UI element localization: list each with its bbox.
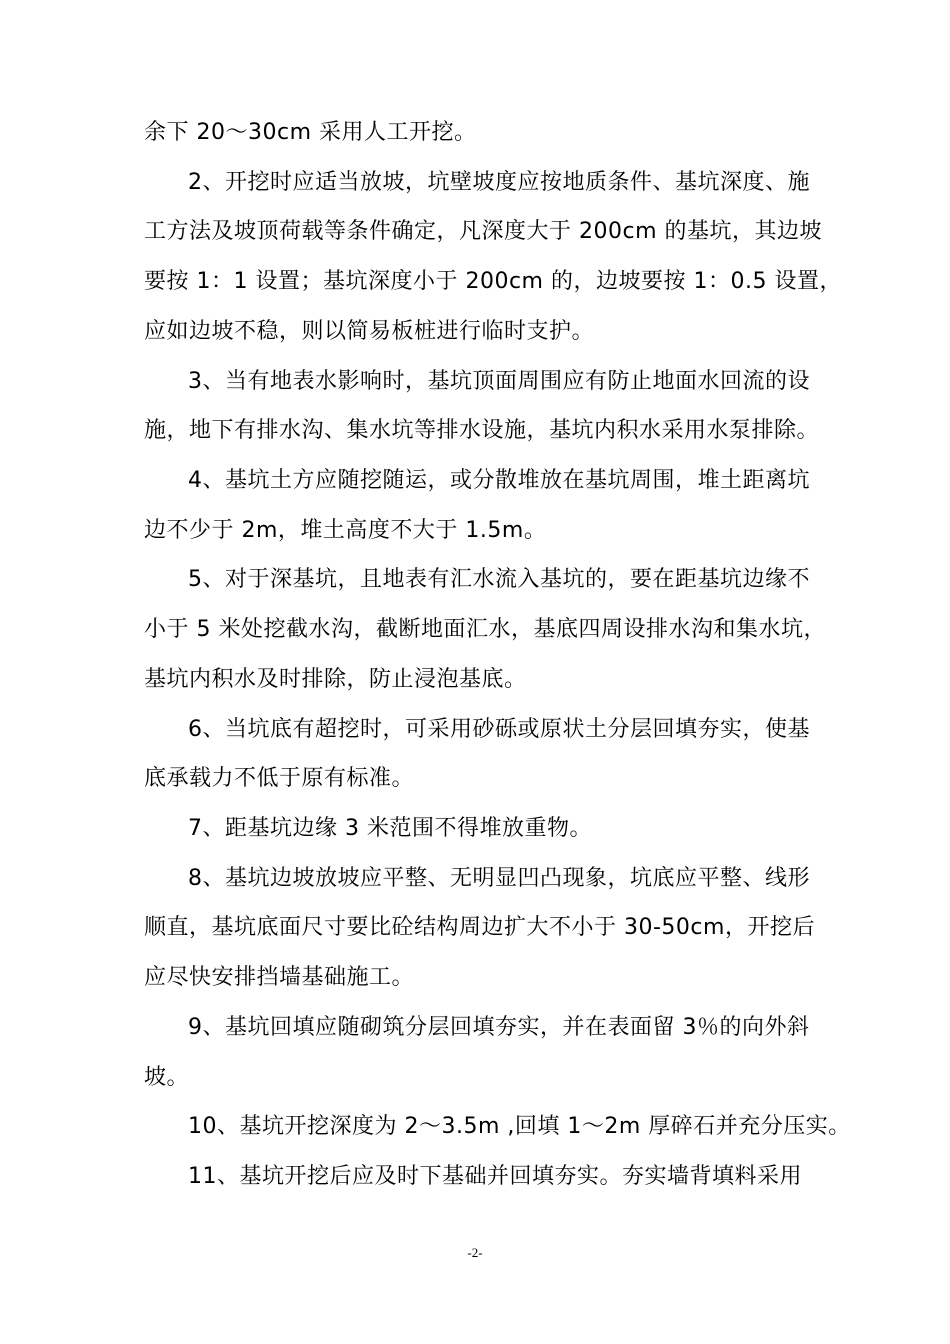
text-line: 2、开挖时应适当放坡，坑壁坡度应按地质条件、基坑深度、施 xyxy=(188,170,810,195)
text-line: 4、基坑土方应随挖随运，或分散堆放在基坑周围，堆土距离坑 xyxy=(188,468,810,493)
text-line: 11、基坑开挖后应及时下基础并回填夯实。夯实墙背填料采用 xyxy=(188,1164,802,1189)
text-line: 3、当有地表水影响时，基坑顶面周围应有防止地面水回流的设 xyxy=(188,369,810,394)
text-line: 应尽快安排挡墙基础施工。 xyxy=(144,965,415,990)
page-number: -2- xyxy=(467,1245,483,1260)
text-line: 7、距基坑边缘 3 米范围不得堆放重物。 xyxy=(188,816,592,841)
text-line: 应如边坡不稳，则以简易板桩进行临时支护。 xyxy=(144,319,595,344)
text-line: 5、对于深基坑，且地表有汇水流入基坑的，要在距基坑边缘不 xyxy=(188,567,810,592)
text-line: 9、基坑回填应随砌筑分层回填夯实，并在表面留 3％的向外斜 xyxy=(188,1015,810,1040)
text-line: 余下 20～30cm 采用人工开挖。 xyxy=(144,120,477,145)
text-line: 施，地下有排水沟、集水坑等排水设施，基坑内积水采用水泵排除。 xyxy=(144,418,820,443)
text-line: 顺直，基坑底面尺寸要比砼结构周边扩大不小于 30-50cm，开挖后 xyxy=(144,915,815,940)
text-line: 底承载力不低于原有标准。 xyxy=(144,766,415,791)
text-line: 边不少于 2m，堆土高度不大于 1.5m。 xyxy=(144,518,547,543)
text-line: 工方法及坡顶荷载等条件确定，凡深度大于 200cm 的基坑，其边坡 xyxy=(144,219,823,244)
text-line: 10、基坑开挖深度为 2～3.5m ,回填 1～2m 厚碎石并充分压实。 xyxy=(188,1114,851,1139)
text-line: 坡。 xyxy=(144,1065,190,1090)
text-line: 小于 5 米处挖截水沟，截断地面汇水，基底四周设排水沟和集水坑， xyxy=(144,617,826,642)
text-line: 8、基坑边坡放坡应平整、无明显凹凸现象，坑底应平整、线形 xyxy=(188,866,810,891)
text-line: 基坑内积水及时排除，防止浸泡基底。 xyxy=(144,667,527,692)
text-line: 要按 1：1 设置；基坑深度小于 200cm 的，边坡要按 1：0.5 设置， xyxy=(144,269,842,294)
text-line: 6、当坑底有超挖时，可采用砂砾或原状土分层回填夯实，使基 xyxy=(188,717,810,742)
